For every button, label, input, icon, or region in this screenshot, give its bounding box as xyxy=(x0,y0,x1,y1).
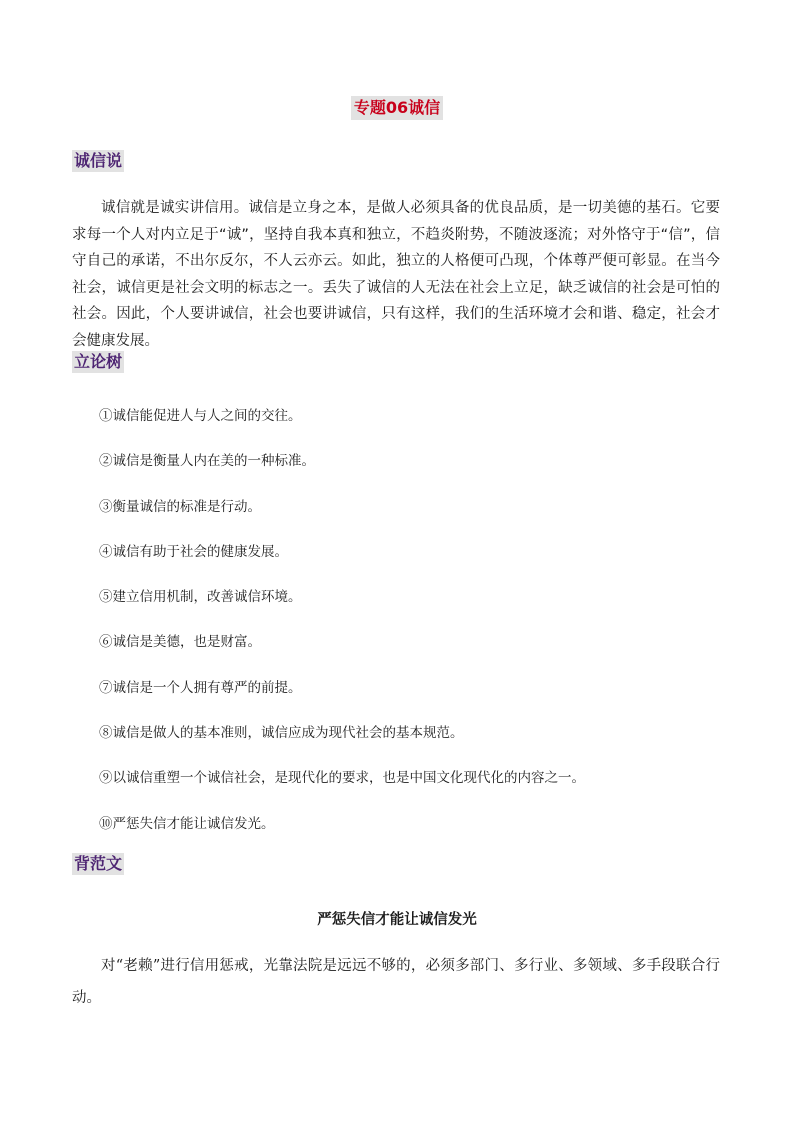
list-item: ①诚信能促进人与人之间的交往。 xyxy=(99,408,302,424)
essay-title: 严惩失信才能让诚信发光 xyxy=(317,912,477,928)
list-item: ③衡量诚信的标准是行动。 xyxy=(99,498,261,515)
document-title-text: 专题06诚信 xyxy=(351,96,443,120)
list-item: ④诚信有助于社会的健康发展。 xyxy=(99,543,288,560)
list-item: ⑦诚信是一个人拥有尊严的前提。 xyxy=(99,679,302,696)
list-item: ⑨以诚信重塑一个诚信社会，是现代化的要求，也是中国文化现代化的内容之一。 xyxy=(99,770,585,787)
essay-paragraph: 对“老赖”进行信用惩戒，光靠法院是远远不够的，必须多部门、多行业、多领域、多手段联合行动。 xyxy=(72,958,720,1006)
list-item: ⑤建立信用机制，改善诚信环境。 xyxy=(99,589,302,606)
intro-paragraph: 诚信就是诚实讲信用。诚信是立身之本，是做人必须具备的优良品质，是一切美德的基石。它要求每一个人对内立足于“诚”，坚持自我本真和独立，不趋炎附势，不随波逐流；对外恪守于“信”，信守自己的承诺，不出尔反尔，不人云亦云。如此，独立的人格便可凸现，个体尊严便可彰显。在当今社会，诚信更是社会文明的标志之一。丢失了诚信的人无法在社会上立足，缺乏诚信的社会是可怕的社会。因此，个人要讲诚信，社会也要讲诚信，只有这样，我们的生活环境才会和谐、稳定，社会才会健康发展。 xyxy=(72,200,720,349)
section-heading-essay: 背范文 xyxy=(74,854,123,873)
points-list xyxy=(99,400,585,853)
section-heading-intro: 诚信说 xyxy=(74,151,123,170)
list-item: ⑩严惩失信才能让诚信发光。 xyxy=(99,815,275,832)
list-item: ⑧诚信是做人的基本准则，诚信应成为现代社会的基本规范。 xyxy=(99,725,464,742)
list-item: ②诚信是衡量人内在美的一种标准。 xyxy=(99,453,315,470)
list-item: ⑥诚信是美德，也是财富。 xyxy=(99,634,261,651)
document-title xyxy=(0,96,794,120)
section-heading-points: 立论树 xyxy=(74,352,123,371)
